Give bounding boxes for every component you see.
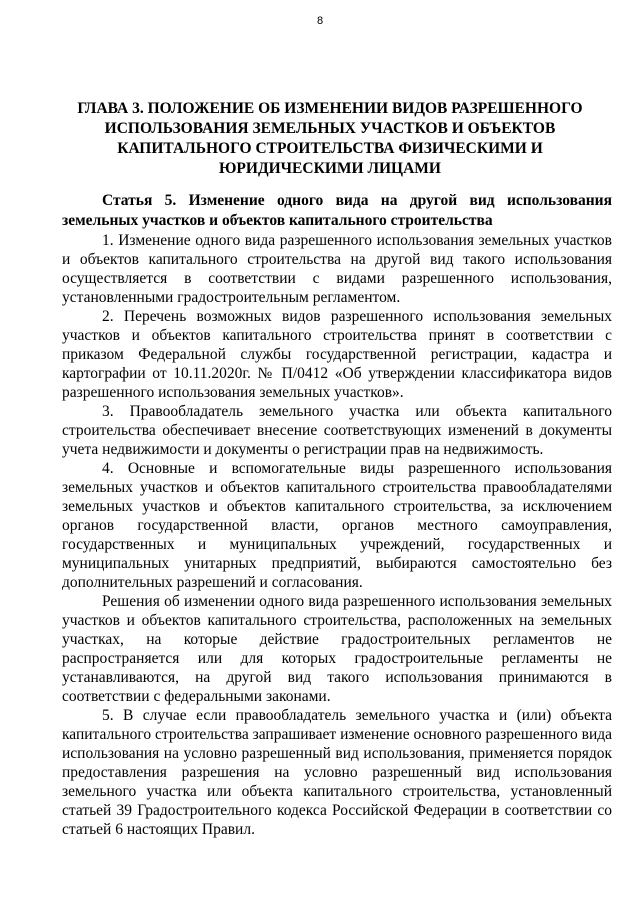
article-body [62, 231, 612, 839]
paragraph-4-continuation: Решения об изменении одного вида разрешенного использования земельных участков и объектов капитального строительства, расположенных на земельных участках, на которые действие градостроительных регламентов не распространяется или для которых градостроительные регламенты не устанавливаются, на другой вид такого использования принимаются в соответствии с федеральными законами. [62, 593, 612, 705]
paragraph-4: 4. Основные и вспомогательные виды разрешенного использования земельных участков и объектов капитального строительства правообладателями земельных участков и объектов капитального строительства, за исключением органов государственной власти, органов местного самоуправления, государственных и муниципальных учреждений, государственных и муниципальных унитарных предприятий, выбираются самостоятельно без дополнительных разрешений и согласования. [62, 460, 612, 591]
page-number: 8 [316, 15, 324, 27]
paragraph-5: 5. В случае если правообладатель земельного участка и (или) объекта капитального строительства запрашивает изменение основного разрешенного вида использования на условно разрешенный вид использования, применяется порядок предоставления разрешения на условно разрешенный вид использования земельного участка или объекта капитального строительства, установленный статьей 39 Градостроительного кодекса Российской Федерации в соответствии со статьей 6 настоящих Правил. [62, 707, 613, 838]
paragraph-3: 3. Правообладатель земельного участка или объекта капитального строительства обеспечивает внесение соответствующих изменений в документы учета недвижимости и документы о регистрации прав на недвижимость. [62, 403, 612, 458]
chapter-title: ГЛАВА 3. ПОЛОЖЕНИЕ ОБ ИЗМЕНЕНИИ ВИДОВ РАЗРЕШЕННОГО ИСПОЛЬЗОВАНИЯ ЗЕМЕЛЬНЫХ УЧАСТКОВ И ОБЪЕКТОВ КАПИТАЛЬНОГО СТРОИТЕЛЬСТВА ФИЗИЧЕСКИМИ И ЮРИДИЧЕСКИМИ ЛИЦАМИ [77, 100, 583, 177]
article-heading: Статья 5. Изменение одного вида на другой вид использования земельных участков и объектов капитального строительства [62, 192, 612, 229]
paragraph-2: 2. Перечень возможных видов разрешенного использования земельных участков и объектов капитального строительства принят в соответствии с приказом Федеральной службы государственной регистрации, кадастра и картографии от 10.11.2020г. № П/0412 «Об утверждении классификатора видов разрешенного использования земельных участков». [62, 308, 612, 401]
paragraph-1: 1. Изменение одного вида разрешенного использования земельных участков и объектов капитального строительства на другой вид такого использования осуществляется в соответствии с видами разрешенного использования, установленными градостроительным регламентом. [62, 232, 612, 306]
